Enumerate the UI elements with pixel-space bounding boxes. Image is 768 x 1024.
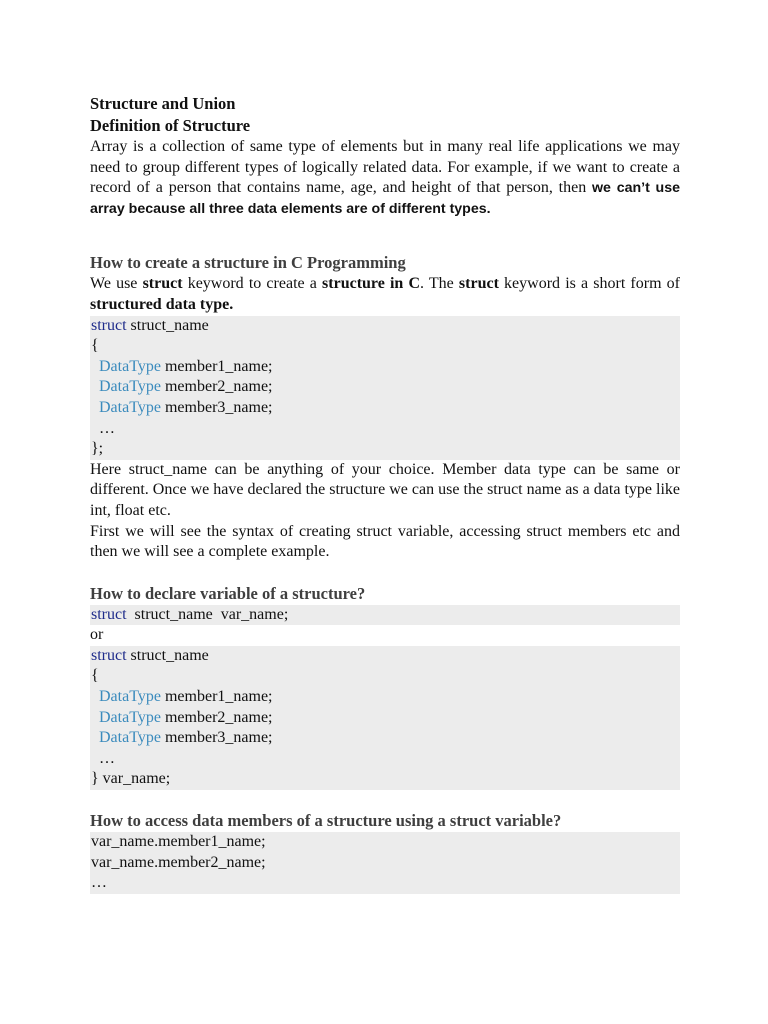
intro-bold-tail: we can’t use array because all three data elements are of different types. <box>90 180 680 217</box>
code-text: { <box>91 667 99 685</box>
code-type: DataType <box>99 357 161 375</box>
code-text: … <box>99 419 115 437</box>
create-bold-struct-2: struct <box>458 275 499 293</box>
code-block-access-members <box>90 832 680 894</box>
create-text-2: keyword to create a <box>182 275 323 293</box>
code-text: var_name.member1_name; <box>91 833 266 851</box>
code-type: DataType <box>99 729 161 747</box>
code-text: var_name.member2_name; <box>91 853 266 871</box>
code-block-struct-with-variable <box>90 646 680 790</box>
code-keyword: struct <box>91 316 127 334</box>
code-text: … <box>91 874 107 892</box>
code-text: member1_name; <box>160 688 273 706</box>
code-type: DataType <box>99 688 161 706</box>
code-text: } var_name; <box>91 770 171 788</box>
section-declare-heading: How to declare variable of a structure? <box>90 583 366 603</box>
code-text: member3_name; <box>160 729 273 747</box>
code-text: }; <box>91 440 104 458</box>
or-text: or <box>90 626 104 644</box>
code-block-struct-definition <box>90 316 680 460</box>
code-text: member2_name; <box>160 708 273 726</box>
code-text: struct_name var_name; <box>126 605 289 623</box>
document-page <box>90 93 680 894</box>
create-text-1: We use <box>90 275 143 293</box>
create-text-4: keyword is a short form of <box>498 275 681 293</box>
struct-name-paragraph: Here struct_name can be anything of your choice. Member data type can be same or different. Once we have declared the structure we can use the struct name as a data type like int, float etc. <box>90 460 680 519</box>
code-keyword: struct <box>91 605 127 623</box>
code-type: DataType <box>99 708 161 726</box>
create-text-3: . The <box>420 275 459 293</box>
create-bold-structured-data-type: structured data type. <box>90 295 234 313</box>
code-keyword: struct <box>91 646 127 664</box>
code-text: member3_name; <box>160 398 273 416</box>
section-definition-heading: Definition of Structure <box>90 116 251 135</box>
section-create-heading: How to create a structure in C Programming <box>90 253 406 273</box>
code-type: DataType <box>99 378 161 396</box>
code-text: struct_name <box>126 316 209 334</box>
code-text: member2_name; <box>160 378 273 396</box>
create-bold-structure-in-c: structure in C <box>322 275 421 293</box>
intro-text: Array is a collection of same type of elements but in many real life applications we may need to group different types of logically related data. For example, if we want to create a record of a person that contains name, age, and height of that person, then <box>90 138 680 197</box>
create-bold-struct: struct <box>142 275 183 293</box>
code-text: … <box>99 749 115 767</box>
syntax-overview-paragraph: First we will see the syntax of creating struct variable, accessing struct members etc and then we will see a complete example. <box>90 522 680 561</box>
code-text: struct_name <box>126 646 209 664</box>
doc-title: Structure and Union <box>90 94 236 113</box>
section-access-heading: How to access data members of a structure using a struct variable? <box>90 811 562 831</box>
code-type: DataType <box>99 398 161 416</box>
create-paragraph <box>90 274 680 315</box>
code-text: { <box>91 337 99 355</box>
intro-paragraph <box>90 137 680 219</box>
code-line-declare-variable <box>90 605 680 626</box>
code-text: member1_name; <box>160 357 273 375</box>
